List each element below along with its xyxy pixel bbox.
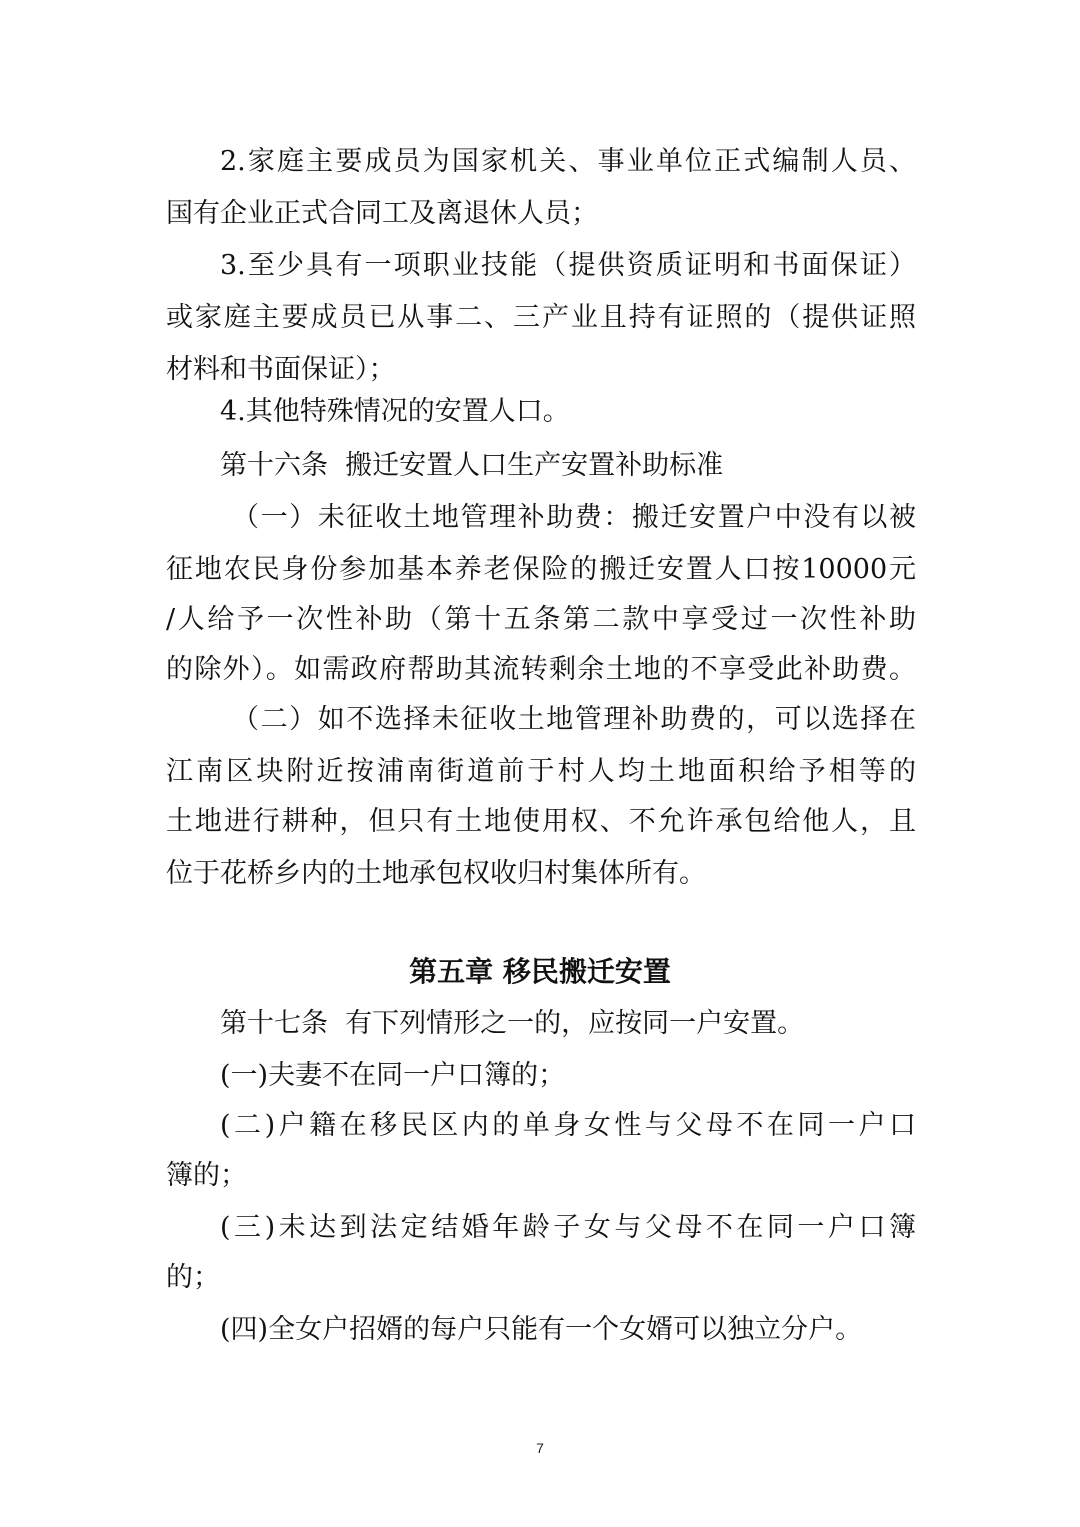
list-item-continuation: 簿的； [166,1160,247,1191]
paragraph-line: 的除外）。如需政府帮助其流转剩余土地的不享受此补助费。 [166,654,916,685]
paragraph-line: （二）如不选择未征收土地管理补助费的，可以选择在 [232,704,916,735]
page-number: 7 [536,1440,544,1456]
list-item: (四)全女户招婿的每户只能有一个女婿可以独立分户。 [220,1314,863,1345]
list-item: (三)未达到法定结婚年龄子女与父母不在同一户口簿 [220,1212,916,1243]
article-text: 搬迁安置人口生产安置补助标准 [345,450,724,481]
list-item: (一)夫妻不在同一户口簿的； [220,1060,566,1091]
article-label: 第十六条 [220,450,328,481]
paragraph-line: 土地进行耕种，但只有土地使用权、不允许承包给他人，且 [166,806,916,837]
paragraph-line: /人给予一次性补助（第十五条第二款中享受过一次性补助 [166,604,916,635]
paragraph-line: 江南区块附近按浦南街道前于村人均土地面积给予相等的 [166,756,916,787]
paragraph-line: 或家庭主要成员已从事二、三产业且持有证照的（提供证照 [166,302,916,333]
paragraph-line: 征地农民身份参加基本养老保险的搬迁安置人口按10000元 [166,554,916,585]
chapter-heading: 第五章 移民搬迁安置 [409,955,671,988]
paragraph-line: 国有企业正式合同工及离退休人员； [166,198,598,229]
list-item: (二)户籍在移民区内的单身女性与父母不在同一户口 [220,1110,916,1141]
paragraph-line: 2.家庭主要成员为国家机关、事业单位正式编制人员、 [220,146,916,177]
paragraph-line: 材料和书面保证）； [166,354,396,385]
article-17-line [220,998,916,1050]
list-item-continuation: 的； [166,1262,220,1293]
paragraph-line: 位于花桥乡内的土地承包权收归村集体所有。 [166,858,706,889]
article-label: 第十七条 [220,1008,328,1039]
paragraph-line: 3.至少具有一项职业技能（提供资质证明和书面保证） [220,250,916,281]
article-16-line [220,440,916,492]
article-text: 有下列情形之一的，应按同一户安置。 [345,1008,805,1039]
paragraph-line: （一）未征收土地管理补助费：搬迁安置户中没有以被 [232,502,916,533]
paragraph-line: 4.其他特殊情况的安置人口。 [220,396,570,427]
